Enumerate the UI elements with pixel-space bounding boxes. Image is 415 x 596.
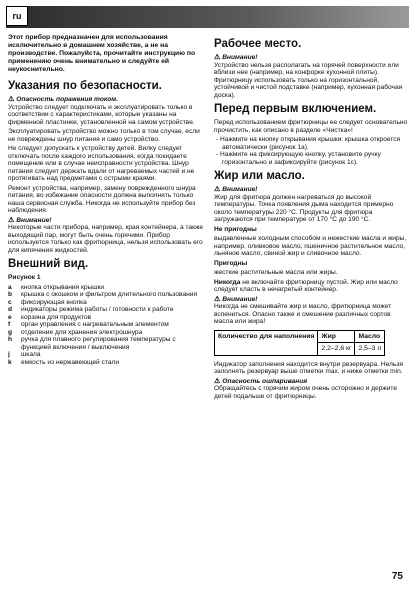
warning-triangle-icon: ⚠: [8, 216, 15, 224]
table-col-oil: Масло: [355, 330, 385, 343]
table-header-label: Количество для наполнения: [215, 330, 318, 355]
list-item: h ручка для плавного регулирования температуры с функцией включения / выключения: [8, 336, 176, 351]
shock-warning: ⚠ Опасность поражения током.: [8, 96, 118, 103]
first-use-title: Перед первым включением.: [214, 103, 377, 115]
list-item: j шкала: [8, 351, 41, 358]
list-item: b крышка с окошком и фильтром длительного пользования: [8, 291, 198, 298]
suitable-label: Пригодны: [214, 259, 248, 267]
table-col-fat: Жир: [318, 330, 355, 343]
appearance-title: Внешний вид.: [8, 258, 89, 270]
list-item: k емкость из нержавеющей стали: [8, 358, 120, 366]
list-item: d индикаторы режима работы / готовности к работе: [8, 306, 174, 313]
workplace-paragraph: Устройство нельзя располагать на горячей поверхности или вблизи нее (например, на конфорке кухонной плиты). Фритюрницу использовать только на горизонтальной, устойчивой и чистой подставке (например, кухонная рабочая доска).: [214, 61, 403, 99]
safety-paragraph-1: Устройство следует подключать и эксплуатировать только в соответствии с характеристиками, которые указаны на фирменной пластинке, установленной на самом устройстве.: [8, 103, 195, 126]
burn-warning: ⚠ Опасность ошпаривания: [214, 377, 308, 385]
page-number: 75: [391, 571, 403, 582]
safety-paragraph-5: Некоторые части прибора, например, края контейнера, а также выходящий пар, могут быть очень горячими. Прибор используется только как фритюрница, нельзя использовать его для кипячения жидкостей.: [8, 224, 204, 254]
table-cell: 2,5–3 л: [355, 343, 385, 356]
list-item: f орган управления с нагревательным элементом: [8, 321, 169, 328]
attention-warning: ⚠ Внимание!: [214, 54, 258, 61]
workplace-title: Рабочее место.: [214, 38, 302, 50]
fill-indicator-paragraph: Индикатор заполнения находится внутри резервуара. Нельзя заполнять резервуар выше отметки max. и ниже отметки min.: [214, 360, 403, 375]
attention-warning: ⚠ Внимание!: [214, 186, 258, 193]
warning-triangle-icon: ⚠: [8, 96, 15, 103]
header-bar: [6, 6, 409, 28]
fat-title: Жир или масло.: [214, 170, 305, 182]
left-column: [8, 34, 206, 366]
mix-warning-text: Никогда не смешивайте жир и масло, фритюрница может вспениться. Опасно также и смешение различных сортов масла или жира!: [214, 303, 392, 325]
never-note: Никогда не включайте фритюрницу пустой. Жир или масло следует класть в нечагретый контейнер.: [214, 278, 398, 293]
first-use-paragraph: Перед использованием фритюрницы ее следует основательно прочистить, как описано в разделе «Чистка»!: [214, 119, 408, 134]
warning-triangle-icon: ⚠: [214, 54, 221, 61]
safety-paragraph-4: Ремонт устройства, например, замену поврежденного шнура питания, во избежание опасности должна выполнять только наша сервисная служба. Никогда не используйте прибор без наблюдения.: [8, 184, 196, 214]
language-tag: ru: [6, 6, 28, 26]
burn-text: Обращайтесь с горячим жиром очень осторожно и держите детей подальше от фритюрницы.: [214, 385, 398, 400]
first-use-steps: [214, 136, 408, 166]
warning-triangle-icon: ⚠: [214, 186, 221, 193]
intro-text: Этот прибор предназначен для использования исключительно в домашнем хозяйстве, а не на производстве. Пожалуйста, прочитайте инструкцию по применению очень внимательно и следуйте ей неукоснительно.: [8, 34, 196, 73]
list-item: - Нажмите на кнопку открывания крышки: крышка откроется автоматически (рисунок 1a).: [222, 136, 408, 151]
fill-quantity-table: [214, 330, 385, 356]
parts-list: [8, 284, 206, 367]
safety-paragraph-3: Не следует допускать к устройству детей. Вилку следует отключать после каждого использования, когда покидаете помещение или в случае неисправности устройства. Шнур питания следует держать вдали от нагреваемых частей и не протягивать над предметами с острыми краями.: [8, 145, 195, 182]
safety-paragraph-2: Эксплуатировать устройство можно только в том случае, если не повреждены шнур питания и само устройство.: [8, 128, 200, 143]
list-item: a кнопка открывания крышки: [8, 283, 105, 291]
list-item: g отделение для хранения электрошнура: [8, 328, 143, 336]
warning-triangle-icon: ⚠: [214, 377, 221, 385]
attention-warning: ⚠ Внимание!: [8, 216, 52, 224]
safety-title: Указания по безопасности.: [8, 80, 162, 92]
figure-label: Рисунок 1: [8, 274, 41, 281]
suitable-text: жесткие растительные масла или жиры.: [214, 269, 338, 276]
list-item: e корзина для продуктов: [8, 313, 92, 321]
right-column: [214, 34, 408, 402]
fat-paragraph: Жир для фритюра должен нагреваться до высокой температуры. Точка появления дыма находится примерно около температуры 220 °C. Продукты для фритюра загружаются при температуре от 170 °C до 190 °C.: [214, 193, 394, 223]
attention-warning: ⚠ Внимание!: [214, 295, 258, 303]
table-cell: 2,2–2,6 кг: [318, 343, 355, 356]
not-suitable-text: выдавленные холодным способом и нежесткие масла и жиры, например, оливковое масло, пшеничное растительное масло, льняное масло, свиной жир и сливочное масло.: [214, 235, 407, 257]
list-item: - Нажмите на фиксирующую кнопку, установите ручку горизонтально и зафиксируйте (рисунок 1c).: [222, 151, 408, 166]
not-suitable-label: Не пригодны: [214, 225, 257, 233]
list-item: c фиксирующая кнопка: [8, 298, 87, 306]
warning-triangle-icon: ⚠: [214, 295, 221, 303]
